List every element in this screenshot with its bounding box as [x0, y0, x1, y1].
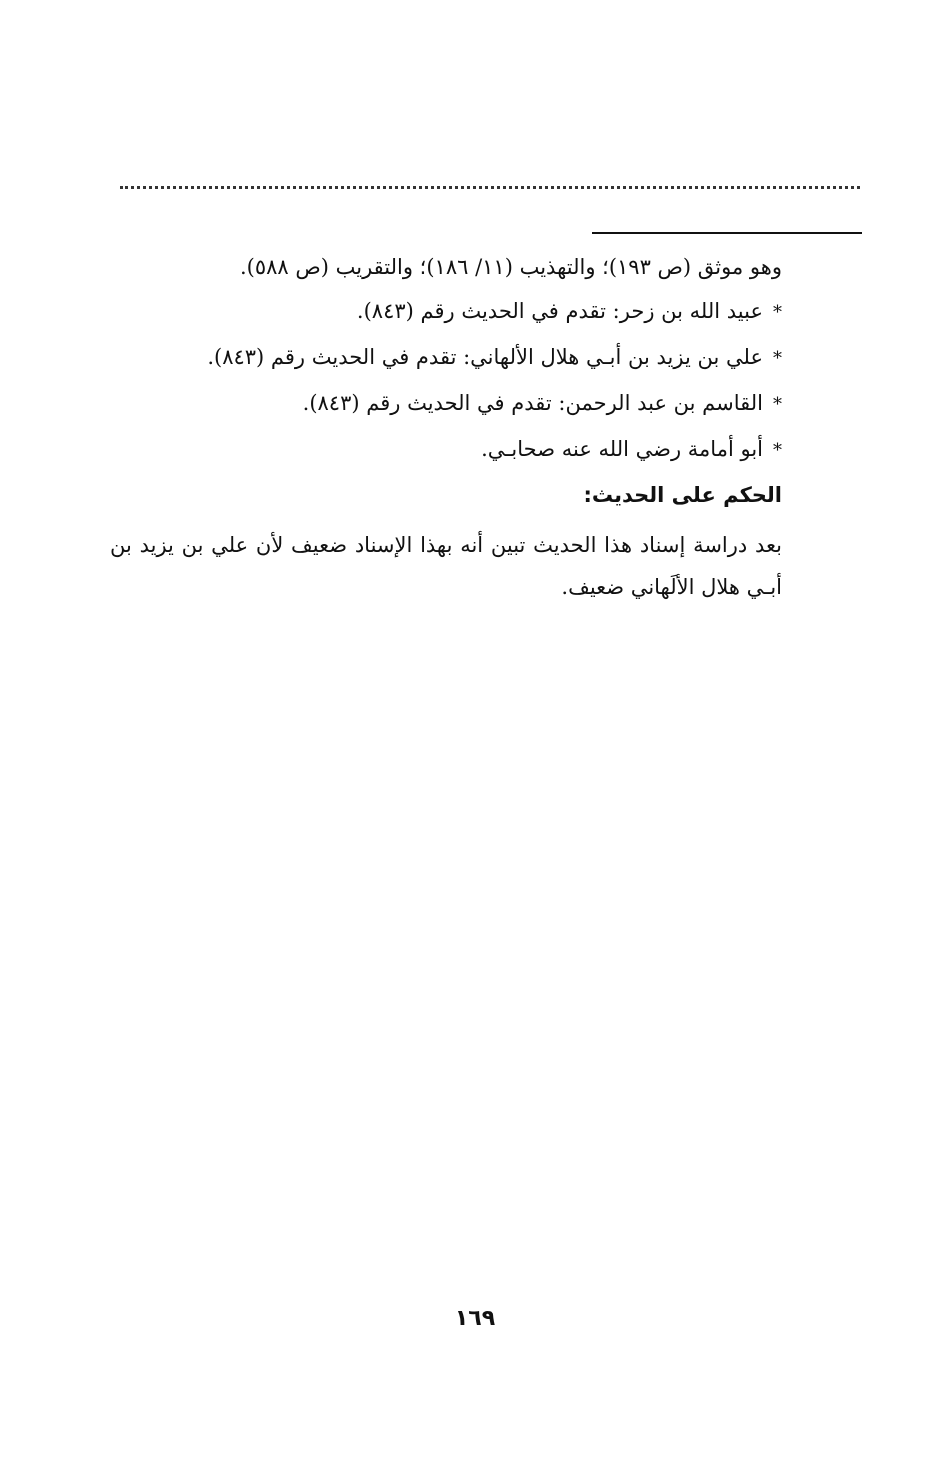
ruling-heading: الحكم على الحديث:	[583, 483, 782, 507]
narrator-item	[110, 434, 782, 466]
narrator-item	[110, 388, 782, 420]
asterisk-bullet-icon: *	[773, 348, 782, 369]
page-number: ١٦٩	[454, 1306, 496, 1331]
asterisk-bullet-icon: *	[773, 302, 782, 323]
narrator-item	[110, 296, 782, 328]
narrator-text: عبيد الله بن زحر: تقدم في الحديث رقم (٨٤٣).	[356, 299, 763, 323]
narrator-text: أبو أمامة رضي الله عنه صحابـي.	[481, 437, 763, 461]
ruling-paragraph: بعد دراسة إسناد هذا الحديث تبين أنه بهذا الإسناد ضعيف لأن علي بن يزيد بن أبـي هلال الألَهاني ضعيف.	[110, 533, 782, 599]
page-body	[110, 252, 782, 608]
narrator-text: علي بن يزيد بن أبـي هلال الألهاني: تقدم في الحديث رقم (٨٤٣).	[207, 345, 763, 369]
footnote-rule	[592, 232, 862, 234]
narrator-text: القاسم بن عبد الرحمن: تقدم في الحديث رقم (٨٤٣).	[302, 391, 763, 415]
dotted-separator	[120, 186, 860, 189]
narrator-item	[110, 342, 782, 374]
source-references-line: وهو موثق (ص ١٩٣)؛ والتهذيب (١١/ ١٨٦)؛ والتقريب (ص ٥٨٨).	[239, 255, 782, 279]
asterisk-bullet-icon: *	[773, 440, 782, 461]
asterisk-bullet-icon: *	[773, 394, 782, 415]
